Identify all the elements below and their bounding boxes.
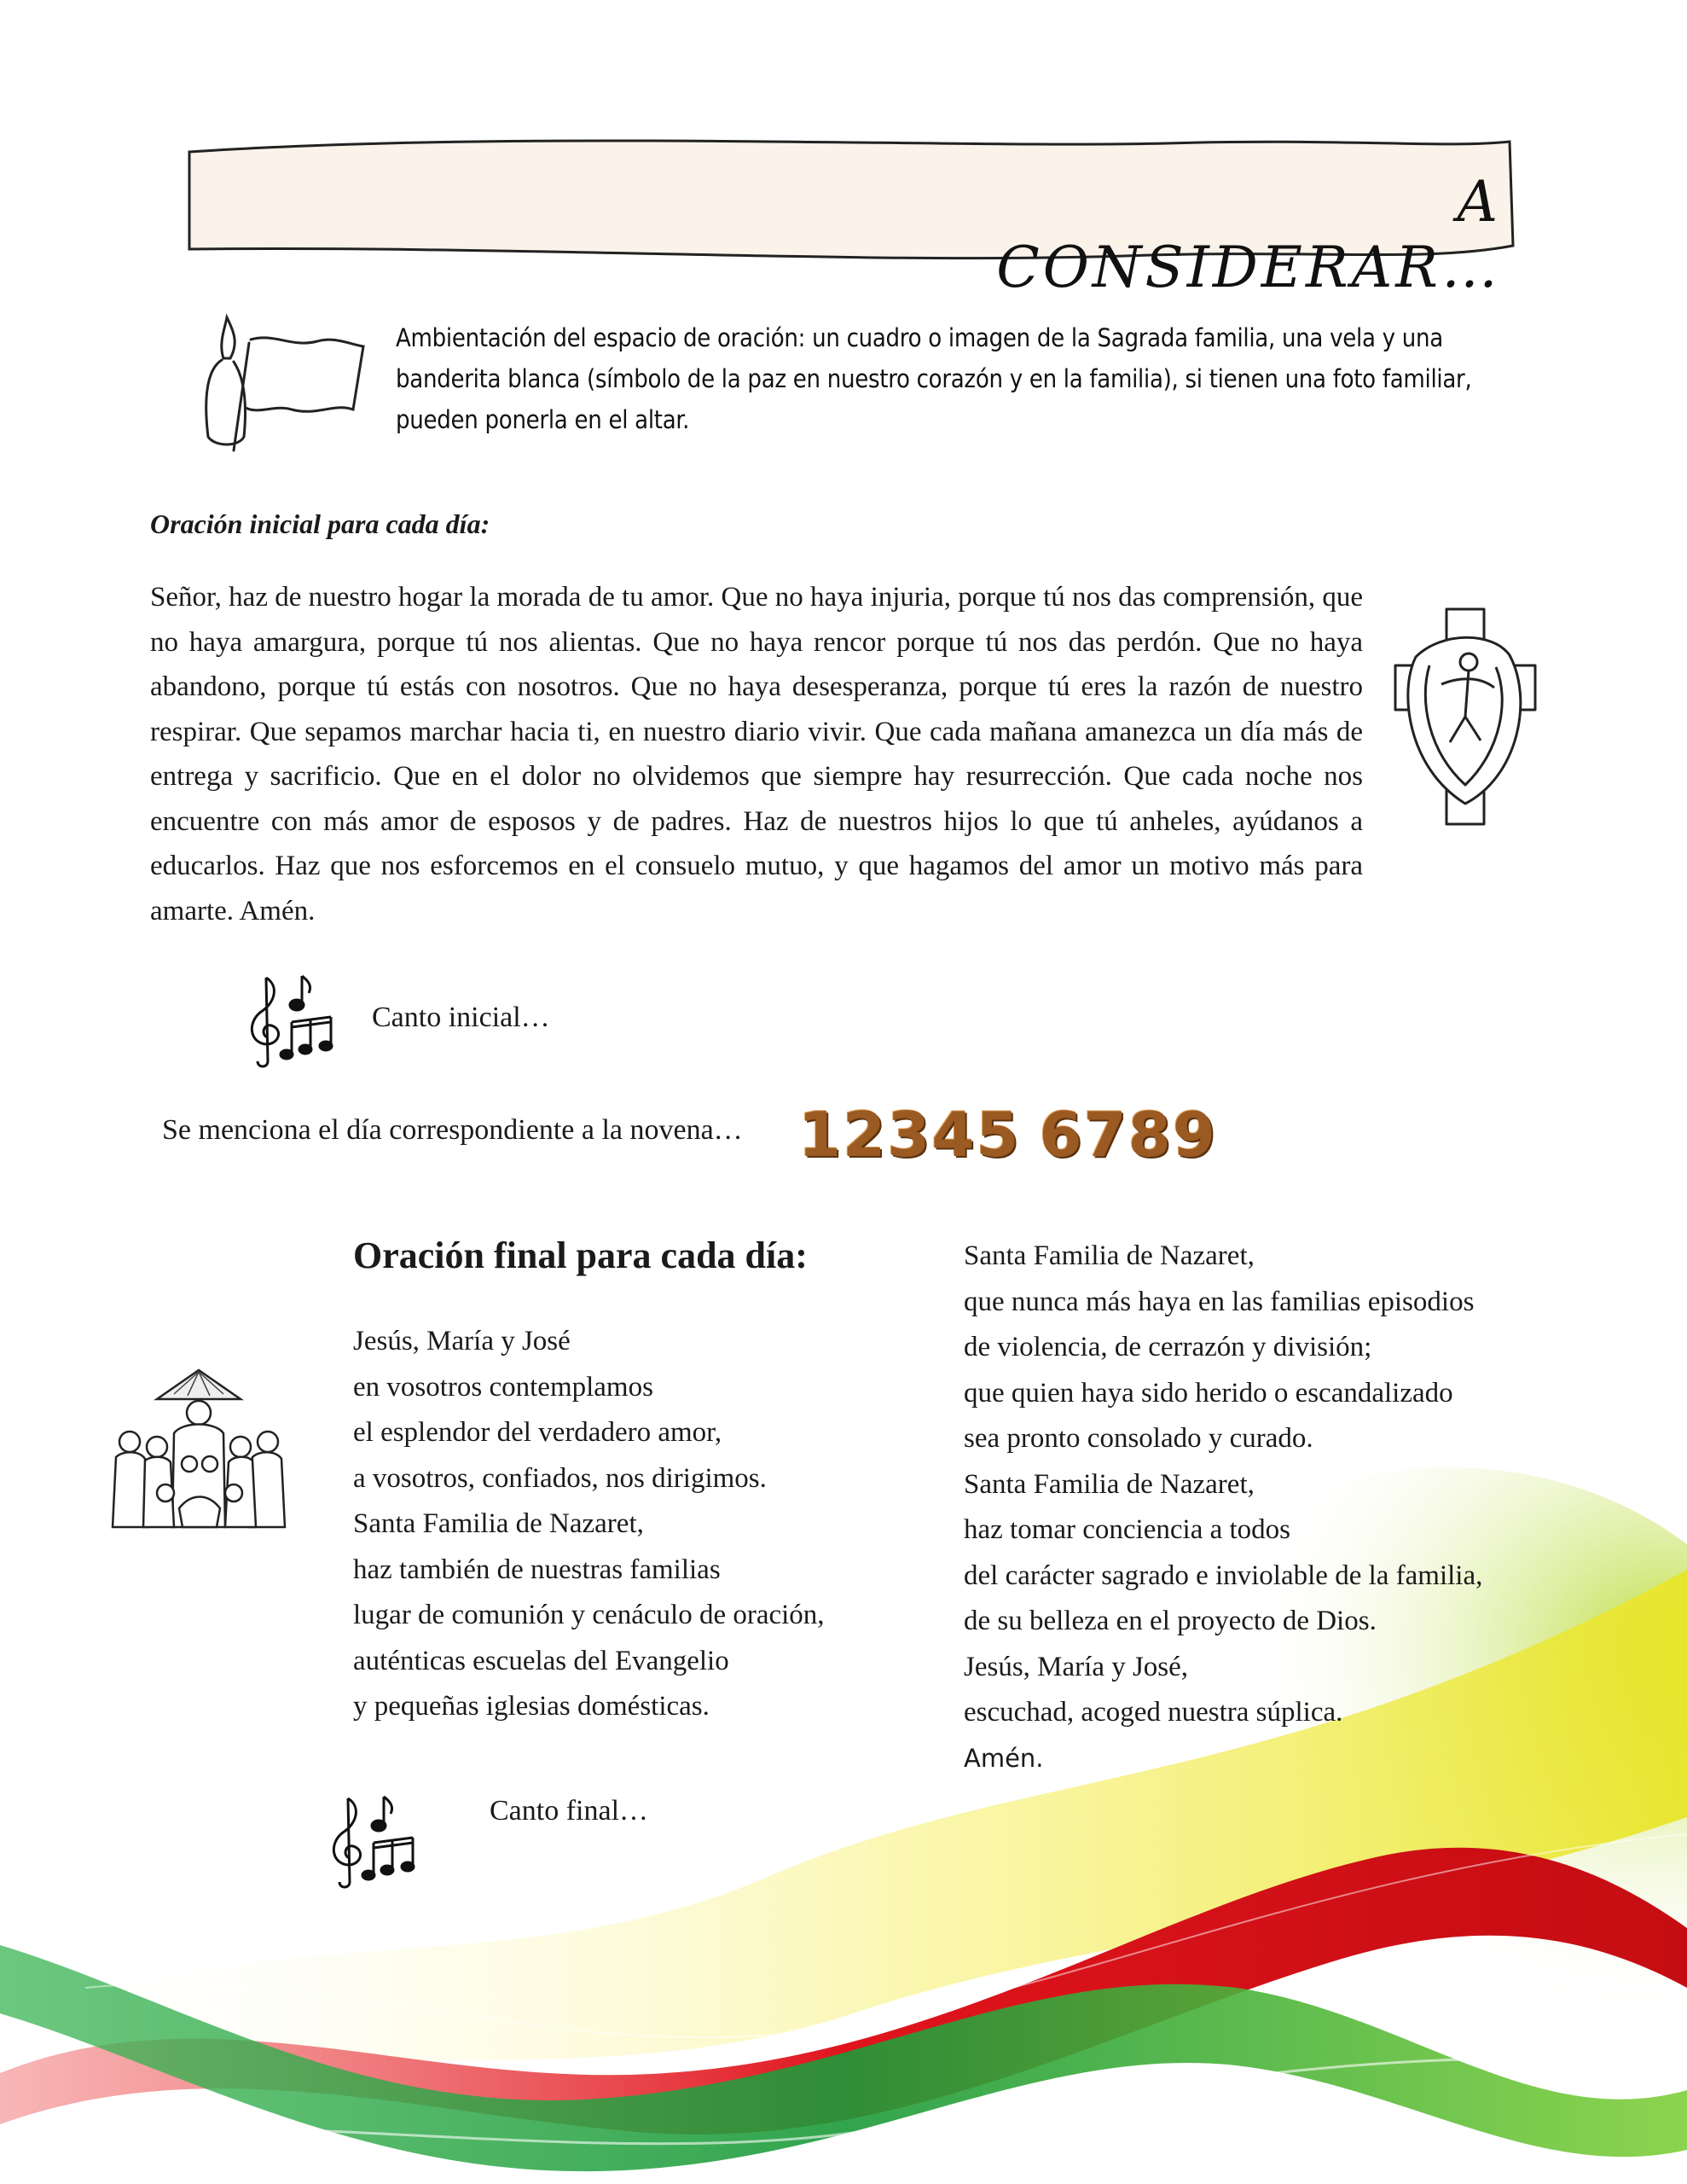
novena-instruction: Se menciona el día correspondiente a la novena…: [162, 1114, 743, 1146]
white-flag-icon: [246, 338, 363, 411]
final-prayer-line: y pequeñas iglesias domésticas.: [353, 1691, 710, 1722]
final-prayer-line: Jesús, María y José: [353, 1326, 571, 1356]
final-prayer-line: en vosotros contemplamos: [353, 1371, 653, 1403]
final-prayer-line: lugar de comunión y cenáculo de oración,: [353, 1600, 825, 1630]
final-prayer-line: escuchad, acoged nuestra súplica.: [964, 1697, 1343, 1728]
music-notes-icon: [241, 969, 338, 1070]
digit-5: 5: [976, 1099, 1019, 1170]
final-prayer-line: de violencia, de cerrazón y división;: [964, 1332, 1372, 1362]
novena-day-digits: [798, 1099, 1217, 1170]
holy-family-cross-icon: [1390, 606, 1540, 829]
final-prayer-line: Jesús, María y José,: [964, 1651, 1189, 1682]
final-prayer-line: el esplendor del verdadero amor,: [353, 1417, 722, 1448]
final-prayer-left-column: [353, 1319, 825, 1730]
opening-prayer-text: Señor, haz de nuestro hogar la morada de tu amor. Que no haya injuria, porque tú nos das comprensión, que no haya amargura, porque tú nos alientas. Que no haya rencor porque tú nos das perdón. Que no haya abandono, porque tú estás con nosotros. Que no haya desesperanza, porque tú eres la razón de nuestro respirar. Que sepamos marchar hacia ti, en nuestro diario vivir. Que cada mañana amanezca un día más de entrega y sacrificio. Que en el dolor no olvidemos que siempre hay resurrección. Que cada noche nos encuentre con más amor de esposos y de padres. Haz de nuestros hijos lo que tú anheles, ayúdanos a educarlos. Haz que nos esforcemos en el consuelo mutuo, y que hagamos del amor un motivo más para amarte. Amén.: [150, 582, 1363, 926]
final-prayer-line: auténticas escuelas del Evangelio: [353, 1645, 729, 1676]
holy-family-group-icon: [106, 1365, 292, 1532]
final-prayer-right-column: [964, 1234, 1482, 1781]
final-prayer-heading: Oración final para cada día:: [353, 1234, 808, 1276]
music-notes-icon: [322, 1790, 420, 1891]
amen-line: Amén.: [964, 1743, 1044, 1773]
final-prayer-line: Santa Familia de Nazaret,: [353, 1508, 644, 1539]
final-prayer-line: a vosotros, confiados, nos dirigimos.: [353, 1462, 767, 1494]
final-prayer-line: del carácter sagrado e inviolable de la familia,: [964, 1560, 1483, 1591]
page-title: A CONSIDERAR…: [996, 169, 1501, 300]
opening-prayer-heading: Oración inicial para cada día:: [150, 508, 490, 539]
final-prayer-line: Santa Familia de Nazaret,: [964, 1468, 1255, 1500]
final-prayer-line: haz tomar conciencia a todos: [964, 1514, 1290, 1545]
digit-8: 8: [1128, 1099, 1171, 1170]
digit-9: 9: [1172, 1099, 1215, 1170]
final-prayer-line: de su belleza en el proyecto de Dios.: [964, 1606, 1377, 1636]
final-prayer-line: que quien haya sido herido o escandalizado: [964, 1377, 1453, 1409]
digit-4: 4: [931, 1099, 975, 1170]
digit-1: 1: [798, 1099, 842, 1170]
digit-2: 2: [843, 1099, 886, 1170]
ambient-instructions: Ambientación del espacio de oración: un cuadro o imagen de la Sagrada familia, una vela y una banderita blanca (símbolo de la paz en nuestro corazón y en la familia), si tienen una foto familiar, pueden ponerla en el altar.: [396, 323, 1472, 434]
candle-flag-icon: [189, 309, 368, 454]
song-final-label: Canto final…: [490, 1795, 649, 1827]
final-prayer-line: haz también de nuestras familias: [353, 1554, 721, 1585]
final-prayer-line: que nunca más haya en las familias episodios: [964, 1286, 1475, 1317]
digit-6: 6: [1039, 1099, 1082, 1170]
digit-3: 3: [887, 1099, 930, 1170]
final-prayer-line: sea pronto consolado y curado.: [964, 1423, 1313, 1454]
song-initial-label: Canto inicial…: [372, 1002, 550, 1033]
final-prayer-line: Santa Familia de Nazaret,: [964, 1240, 1255, 1271]
digit-7: 7: [1083, 1099, 1127, 1170]
